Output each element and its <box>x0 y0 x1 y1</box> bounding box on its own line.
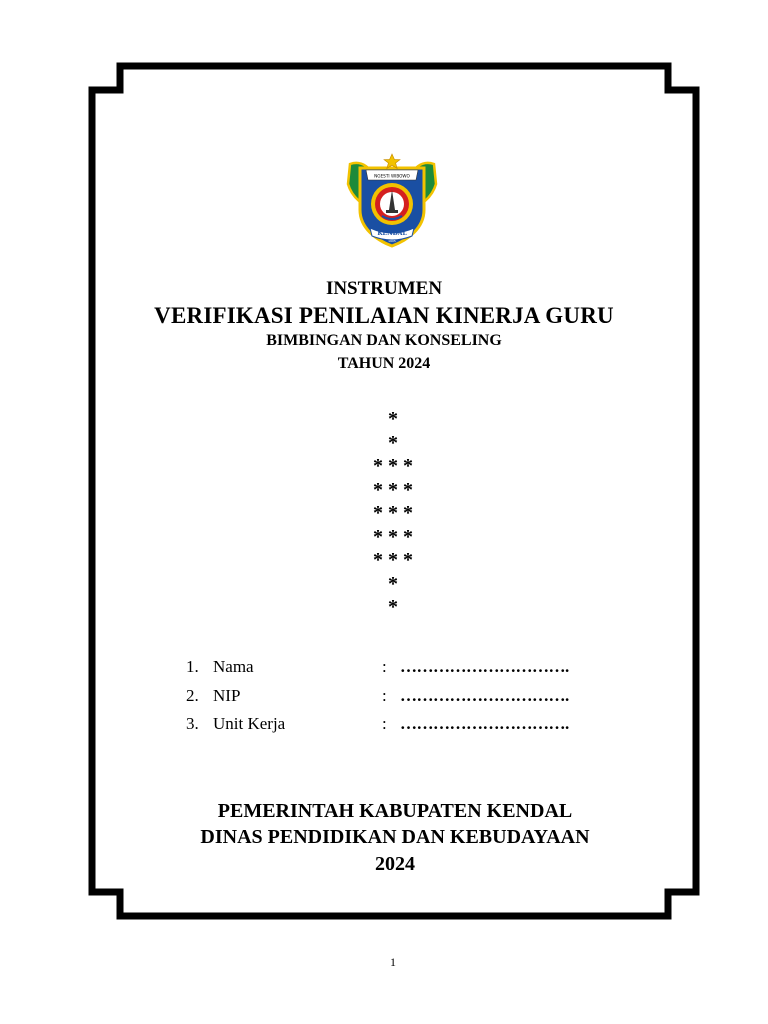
ornament-line: * * * <box>373 549 413 571</box>
field-number: 3. <box>186 714 199 733</box>
document-title: VERIFIKASI PENILAIAN KINERJA GURU <box>154 303 614 328</box>
ornament-line: * <box>388 596 398 618</box>
field-label-unit-kerja: Unit Kerja <box>213 714 286 733</box>
field-number: 2. <box>186 685 199 705</box>
field-row-nama <box>186 657 626 686</box>
ornament-line: * * * <box>373 478 413 501</box>
ornament-line: * <box>388 572 398 595</box>
svg-text:1605: 1605 <box>388 239 396 243</box>
field-separator: : <box>382 714 387 733</box>
ornament-line: * * * <box>373 525 413 548</box>
footer-government-name: PEMERINTAH KABUPATEN KENDAL <box>217 800 573 822</box>
svg-text:NGESTI WIBOWO: NGESTI WIBOWO <box>374 173 410 179</box>
field-label-nip: NIP <box>213 685 241 705</box>
field-value-nama: …………………………. <box>400 657 569 676</box>
field-value-nip: …………………………. <box>400 685 569 705</box>
document-subtitle: BIMBINGAN DAN KONSELING <box>266 332 502 349</box>
identity-fields <box>186 657 626 743</box>
footer-department-name: DINAS PENDIDIKAN DAN KEBUDAYAAN <box>200 826 590 848</box>
field-row-unit-kerja <box>186 714 626 743</box>
ornament-line: * <box>388 431 398 454</box>
page-number: 1 <box>390 955 396 969</box>
field-row-nip <box>186 686 626 715</box>
ornament-line: * * * <box>373 455 413 477</box>
asterisk-ornament <box>0 408 768 620</box>
field-separator: : <box>382 685 387 705</box>
document-heading: INSTRUMEN <box>325 278 443 299</box>
field-separator: : <box>382 657 387 676</box>
field-number: 1. <box>186 657 199 676</box>
ornament-line: * * * <box>373 502 413 524</box>
field-value-unit-kerja: …………………………. <box>400 714 569 733</box>
field-label-nama: Nama <box>213 657 254 676</box>
kendal-emblem-logo <box>344 150 440 250</box>
document-year-line: TAHUN 2024 <box>337 355 431 372</box>
ornament-line: * <box>388 408 398 430</box>
footer-year: 2024 <box>375 853 415 875</box>
svg-text:KENDAL: KENDAL <box>377 230 407 237</box>
